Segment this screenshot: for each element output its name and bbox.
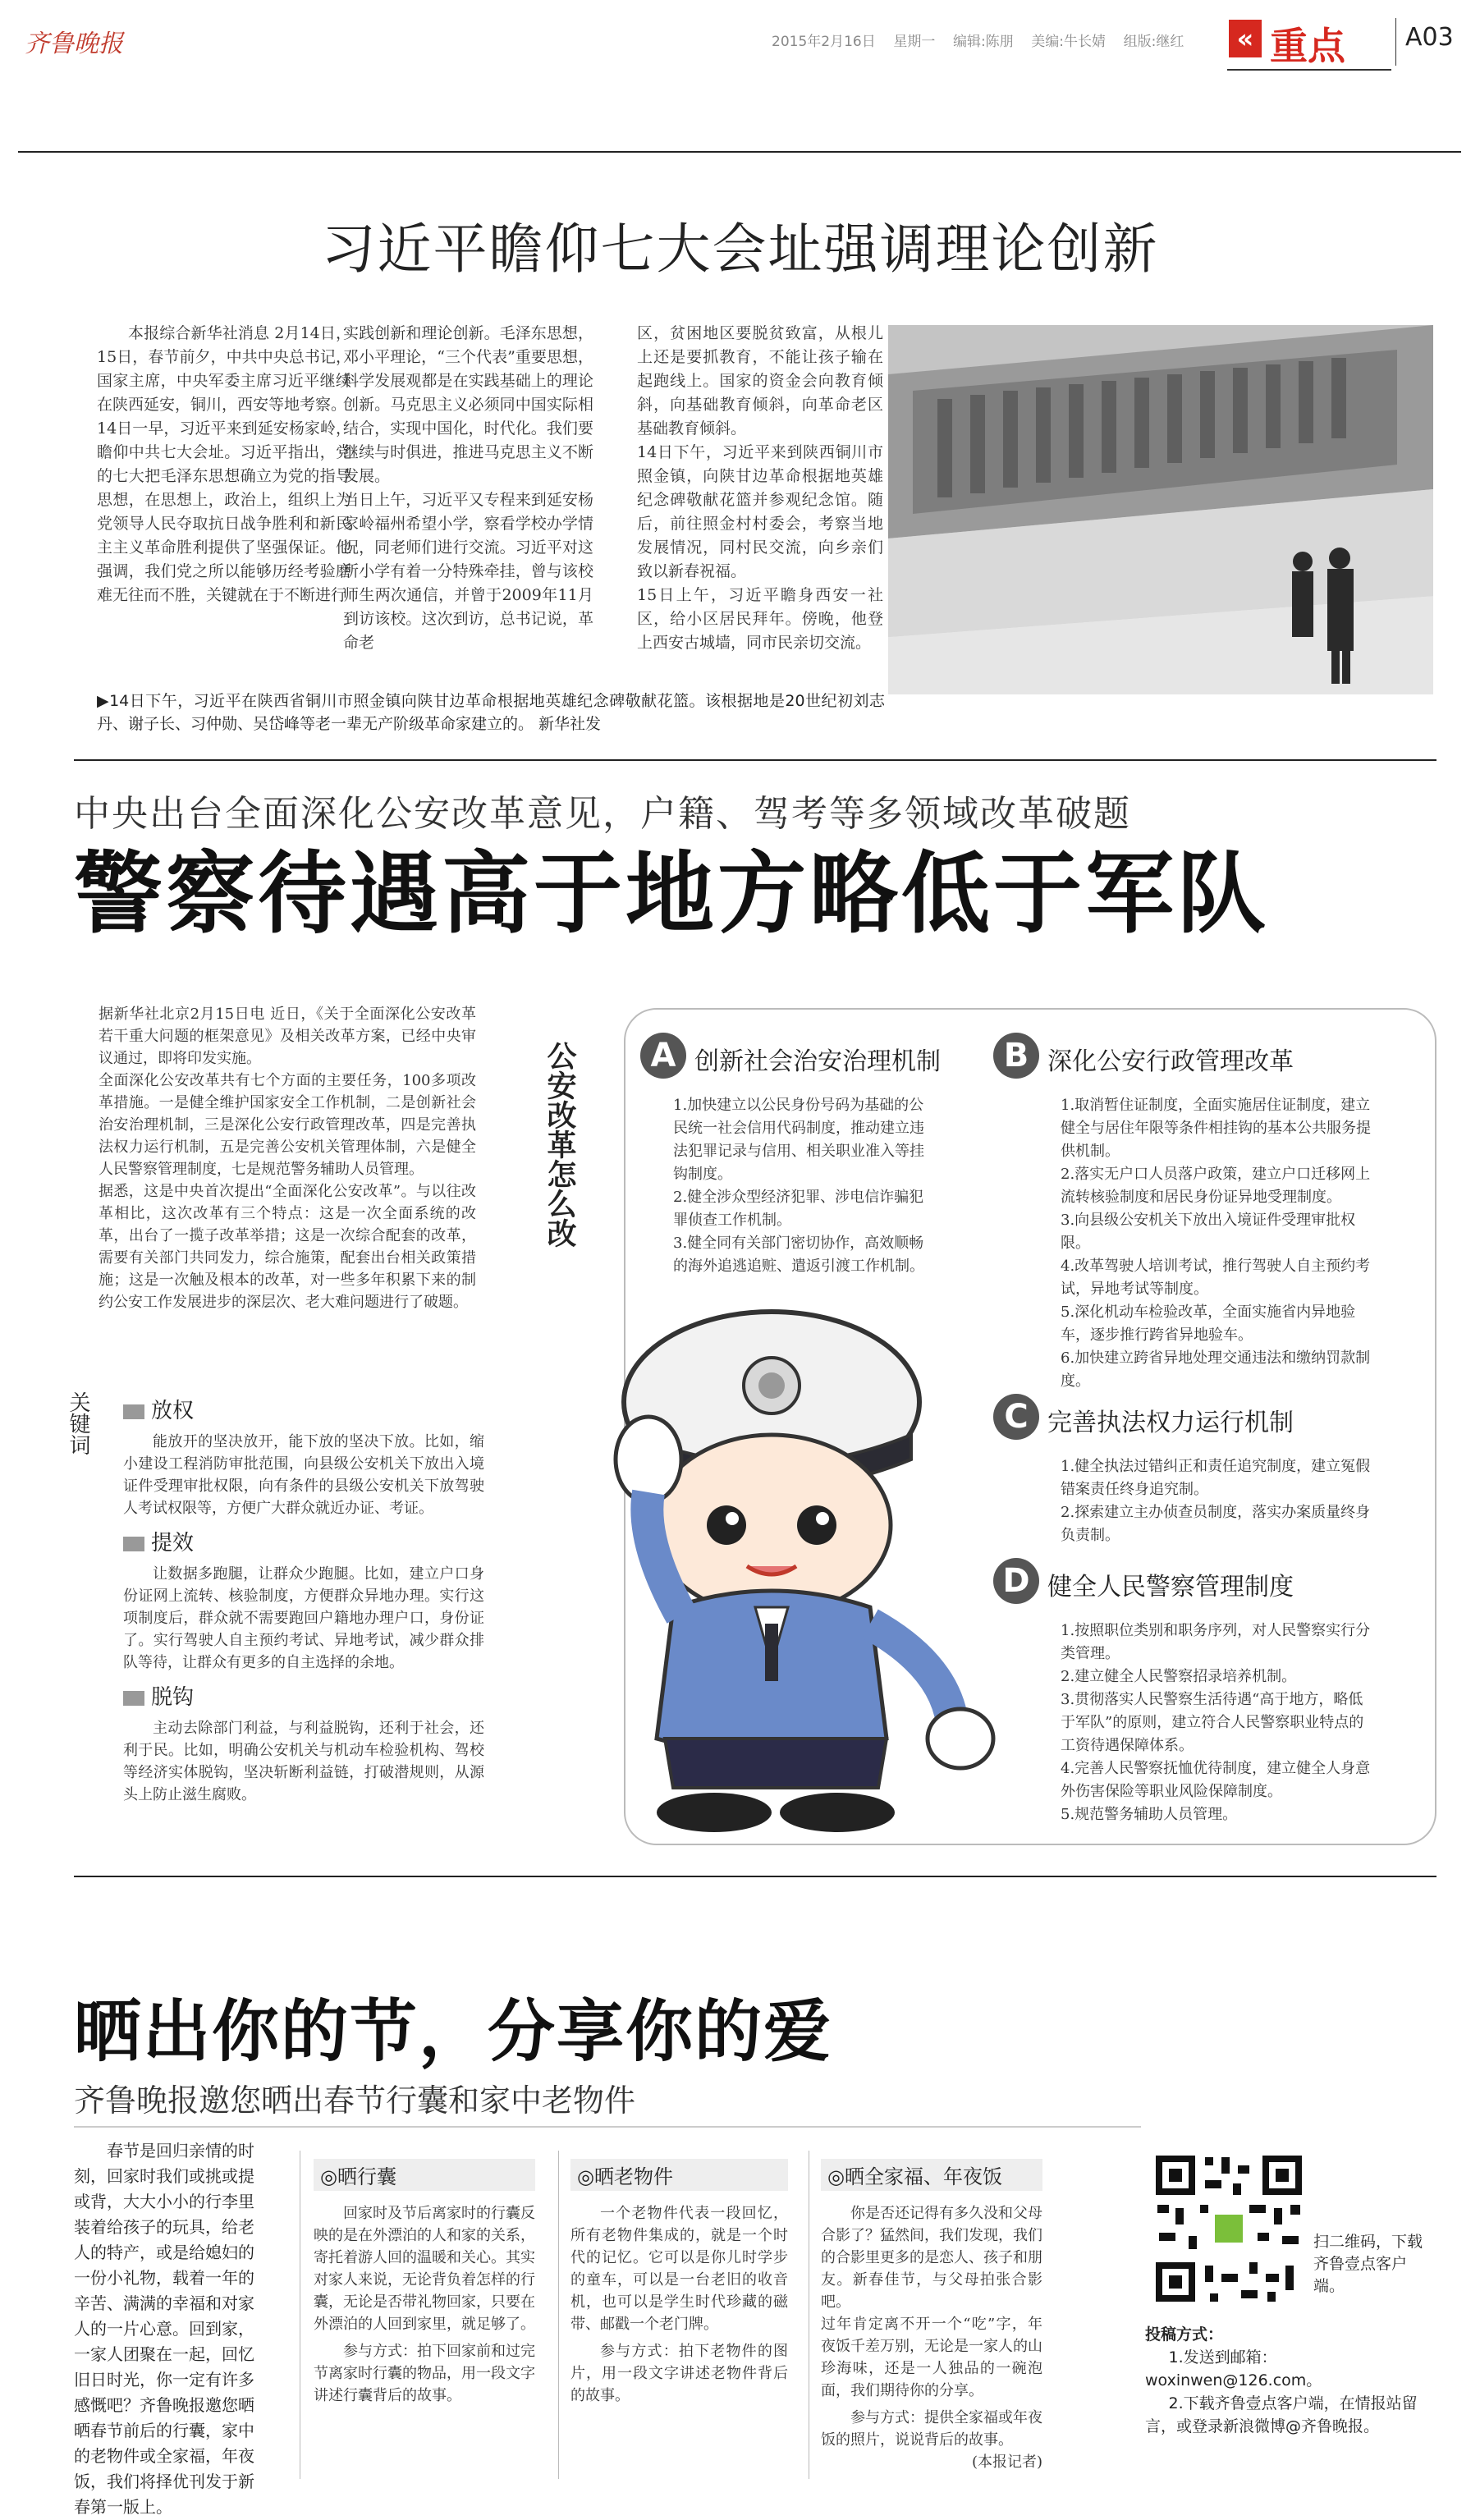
share-section-title: ◎晒老物件 [570, 2159, 788, 2191]
story1-col3: 区，贫困地区要脱贫致富，从根儿上还是要抓教育，不能让孩子输在起跑线上。国家的资金会向教育倾斜，向基础教育倾斜，向革命老区基础教育倾斜。 14日下午，习近平来到陕西铜川市照金镇，向陕甘边革命根据地英雄纪念碑敬献花篮并参观纪念馆。随后，前往照金村村委会，考察当地发展情况，同村民交流，向乡亲们致以新春祝福。 15日上午，习近平瞻身西安一社区，给小区居民拜年。傍晚，他登上西安古城墙，同市民亲切交流。 [637, 324, 883, 652]
story3-headline: 晒出你的节，分享你的爱 [74, 1993, 833, 2071]
share-section-title: ◎晒全家福、年夜饭 [821, 2159, 1042, 2191]
keyword-item [123, 1526, 484, 1674]
qr-caption: 扫二维码，下载齐鲁壹点客户端。 [1313, 2233, 1423, 2295]
share-section-luggage: ◎晒行囊 回家时及节后离家时的行囊反映的是在外漂泊的人和家的关系，寄托着游人回的温暖和关心。其实对家人来说，无论背负着怎样的行囊，无论是否带礼物回家，只要在外漂泊的人回到家里，就足够了。 参与方式：拍下回家前和过完节离家时行囊的物品，用一段文字讲述行囊背后的故事。 [314, 2159, 535, 2407]
keyword-text: 让数据多跑腿，让群众少跑腿。比如，建立户口身份证网上流转、核验制度，方便群众异地办理。实行这项制度后，群众就不需要跑回户籍地办理户口，身份证了。实行驾驶人自主预约考试、异地考试，减少群众排队等待，让群众有更多的自主选择的余地。 [123, 1565, 484, 1671]
keyword-title: 脱钩 [151, 1685, 195, 1710]
story1-headline: 习近平瞻仰七大会址强调理论创新 [321, 218, 1159, 281]
newspaper-logo: 齐鲁晚报 [25, 30, 123, 58]
box-c-title: 完善执法权力运行机制 [1047, 1409, 1294, 1437]
section-marker [1219, 16, 1391, 66]
keywords-label: 关键词 [66, 1391, 90, 1455]
submission-email: 1.发送到邮箱：woxinwen@126.com。 [1145, 2348, 1322, 2389]
page-number: A03 [1405, 23, 1454, 52]
reform-infographic [525, 1000, 1438, 1862]
story1-photo [888, 325, 1433, 694]
masthead [0, 0, 1480, 78]
keyword-title: 放权 [151, 1399, 195, 1423]
keyword-title: 提效 [151, 1531, 195, 1556]
infographic-vertical-title: 公安改革怎么改 [543, 1041, 576, 1248]
keyword-item [123, 1394, 484, 1519]
police-cartoon-illustration [558, 1279, 1001, 1837]
issue-meta: 2015年2月16日 星期一 编辑:陈朋 美编:牛长婧 组版:继红 [772, 34, 1184, 50]
section-name: 重点 [1270, 24, 1345, 68]
story2-subheadline: 中央出台全面深化公安改革意见，户籍、驾考等多领域改革破题 [74, 793, 1131, 835]
badge-d: D [993, 1558, 1039, 1604]
badge-c: C [993, 1394, 1039, 1440]
keyword-text: 主动去除部门利益，与利益脱钩，还利于社会，还利于民。比如，明确公安机关与机动车检验机构、驾校等经济实体脱钩，坚决斩断利益链，打破潜规则，从源头上防止滋生腐败。 [123, 1720, 484, 1803]
qr-code-icon [1151, 2151, 1307, 2307]
story3-intro: 春节是回归亲情的时刻，回家时我们或挑或提或背，大大小小的行李里装着给孩子的玩具，给老人的特产，或是给媳妇的一份小礼物，载着一年的辛苦、满满的幸福和对家人的一片心意。回到家，一家人团聚在一起，回忆旧日时光，你一定有许多感慨吧？齐鲁晚报邀您晒晒春节前后的行囊，家中的老物件或全家福，年夜饭，我们将择优刊发于新春第一版上。 [74, 2141, 254, 2517]
badge-b: B [993, 1033, 1039, 1079]
submission-methods [1145, 2323, 1432, 2438]
story1-photo-caption: ▶14日下午，习近平在陕西省铜川市照金镇向陕甘边革命根据地英雄纪念碑敬献花篮。该根据地是20世纪初刘志丹、谢子长、习仲勋、吴岱峰等老一辈无产阶级革命家建立的。 新华社发 [97, 692, 885, 733]
submission-app: 2.下载齐鲁壹点客户端，在情报站留言，或登录新浪微博@齐鲁晚报。 [1145, 2394, 1418, 2435]
keyword-item [123, 1680, 484, 1806]
story1-col1: 本报综合新华社消息 2月14日，15日，春节前夕，中共中央总书记，国家主席，中央军委主席习近平继续在陕西延安，铜川，西安等地考察。 14日一早，习近平来到延安杨家岭，瞻仰中共七大会址。习近平指出，党的七大把毛泽东思想确立为党的指导思想，在思想上，政治上，组织上为党领导人民夺取抗日战争胜利和新民主主义革命胜利提供了坚强保证。他强调，我们党之所以能够历经考验磨难无往而不胜，关键就在于不断进行 [97, 324, 351, 604]
box-a-title: 创新社会治安治理机制 [694, 1047, 941, 1076]
story1-col2: 实践创新和理论创新。毛泽东思想，邓小平理论，“三个代表”重要思想，科学发展观都是在实践基础上的理论创新。马克思主义必须同中国实际相结合，实现中国化，时代化。我们要继续与时俱进，推进马克思主义不断发展。 当日上午，习近平又专程来到延安杨家岭福州希望小学，察看学校办学情况，同老师们进行交流。习近平对这所小学有着一分特殊牵挂，曾与该校师生两次通信，并曾于2009年11月到访该校。这次到访，总书记说，革命老 [343, 324, 593, 652]
share-section-family-photo: ◎晒全家福、年夜饭 你是否还记得有多久没和父母合影了？猛然间，我们发现，我们的合影里更多的是恋人、孩子和朋友。新春佳节，与父母拍张合影吧。 过年肯定离不开一个“吃”字，年夜饭千差万别，无论是一家人的山珍海味，还是一人独品的一碗泡面，我们期待你的分享。 参与方式：提供全家福或年夜饭的照片，说说背后的故事。 (本报记者) [821, 2159, 1042, 2473]
monument-relief-illustration [888, 325, 1433, 694]
box-a-items: 1.加快建立以公民身份号码为基础的公民统一社会信用代码制度，推动建立违法犯罪记录与信用、相关职业准入等挂钩制度。 2.健全涉众型经济犯罪、涉电信诈骗犯罪侦查工作机制。 3.健全同有关部门密切协作，高效顺畅的海外追逃追赃、遣返引渡工作机制。 [673, 1097, 924, 1275]
section-chevron-icon: « [1229, 20, 1262, 57]
reporter-credit: (本报记者) [971, 2454, 1042, 2471]
submission-title: 投稿方式： [1145, 2325, 1224, 2344]
story3-subheadline: 齐鲁晚报邀您晒出春节行囊和家中老物件 [74, 2082, 636, 2119]
badge-a: A [640, 1033, 686, 1079]
qr-code [1151, 2151, 1307, 2307]
story2-headline: 警察待遇高于地方略低于军队 [74, 843, 1270, 946]
box-b-items: 1.取消暂住证制度，全面实施居住证制度，建立健全与居住年限等条件相挂钩的基本公共服务提供机制。 2.落实无户口人员落户政策，建立户口迁移网上流转核验制度和居民身份证异地受理制度。 3.向县级公安机关下放出入境证件受理审批权限。 4.改革驾驶人培训考试，推行驾驶人自主预约考试，异地考试等制度。 5.深化机动车检验改革，全面实施省内异地验车，逐步推行跨省异地验车。 6.加快建立跨省异地处理交通违法和缴纳罚款制度。 [1061, 1097, 1371, 1390]
keywords-list [123, 1387, 484, 1806]
box-d-title: 健全人民警察管理制度 [1047, 1573, 1294, 1601]
keyword-text: 能放开的坚决放开，能下放的坚决下放。比如，缩小建设工程消防审批范围，向县级公安机关下放出入境证件受理审批权限，向有条件的县级公安机关下放驾驶人考试权限等，方便广大群众就近办证、考证。 [123, 1433, 484, 1517]
box-b-title: 深化公安行政管理改革 [1047, 1047, 1294, 1076]
story2-body: 据新华社北京2月15日电 近日，《关于全面深化公安改革若干重大问题的框架意见》及相关改革方案，已经中央审议通过，即将印发实施。 全面深化公安改革共有七个方面的主要任务，100多项改革措施。一是健全维护国家安全工作机制，二是创新社会治安治理机制，三是深化公安行政管理改革，四是完善执法权力运行机制，五是完善公安机关管理体制，六是健全人民警察管理制度，七是规范警务辅助人员管理。 据悉，这是中央首次提出“全面深化公安改革”。与以往改革相比，这次改革有三个特点：这是一次全面系统的改革，出台了一揽子改革举措；这是一次综合配套的改革，需要有关部门共同发力，综合施策，配套出台相关政策措施；这是一次触及根本的改革，对一些多年积累下来的制约公安工作发展进步的深层次、老大难问题进行了破题。 [99, 1006, 476, 1311]
box-d-items: 1.按照职位类别和职务序列，对人民警察实行分类管理。 2.建立健全人民警察招录培养机制。 3.贯彻落实人民警察生活待遇“高于地方，略低于军队”的原则，建立符合人民警察职业特点的工资待遇保障体系。 4.完善人民警察抚恤优待制度，建立健全人身意外伤害保险等职业风险保障制度。 5.规范警务辅助人员管理。 [1061, 1622, 1371, 1823]
share-section-title: ◎晒行囊 [314, 2159, 535, 2191]
share-section-old-items: ◎晒老物件 一个老物件代表一段回忆，所有老物件集成的，就是一个时代的记忆。它可以是你儿时学步的童车，可以是一台老旧的收音机，也可以是学生时代珍藏的磁带、邮戳一个老门牌。 参与方式：拍下老物件的图片，用一段文字讲述老物件背后的故事。 [570, 2159, 788, 2407]
box-c-items: 1.健全执法过错纠正和责任追究制度，建立冤假错案责任终身追究制。 2.探索建立主办侦查员制度，落实办案质量终身负责制。 [1061, 1458, 1371, 1544]
